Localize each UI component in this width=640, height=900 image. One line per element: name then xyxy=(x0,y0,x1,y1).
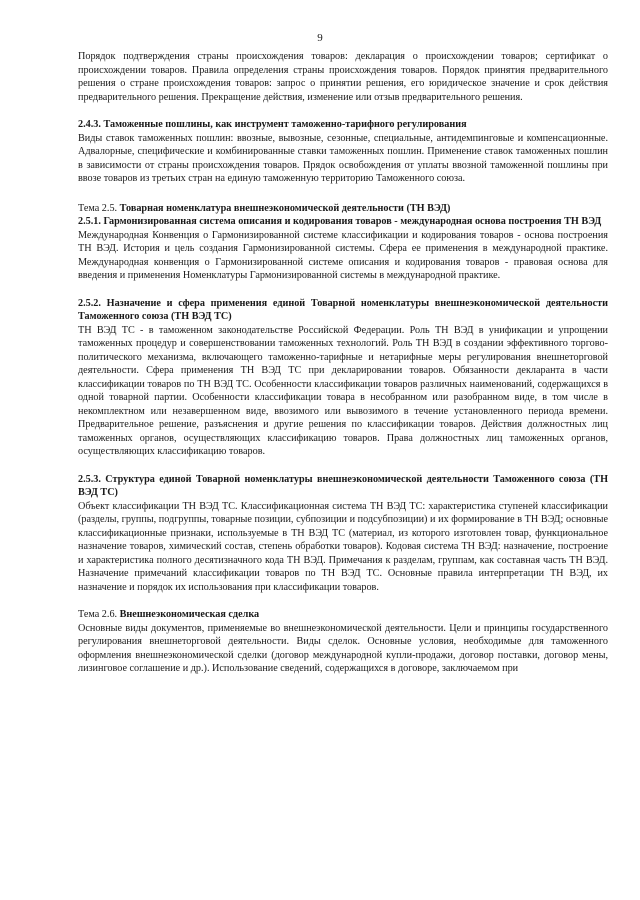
tema-heading xyxy=(78,608,608,622)
section-2-5-2 xyxy=(78,297,608,459)
section-2-4-3 xyxy=(78,118,608,186)
section-heading: 2.5.2. Назначение и сфера применения единой Товарной номенклатуры внешнеэкономической деятельности Таможенного союза (ТН ВЭД ТС) xyxy=(78,297,608,322)
section-heading: 2.5.3. Структура единой Товарной номенклатуры внешнеэкономической деятельности Таможенного союза (ТН ВЭД ТС) xyxy=(78,473,608,498)
tema-label: Тема 2.6. xyxy=(78,609,118,620)
section-heading: 2.5.1. Гармонизированная система описания и кодирования товаров - международная основа построения ТН ВЭД xyxy=(78,216,602,227)
page-number: 9 xyxy=(317,32,323,44)
section-heading: 2.4.3. Таможенные пошлины, как инструмент таможенно-тарифного регулирования xyxy=(78,119,467,130)
section-body: ТН ВЭД ТС - в таможенном законодательстве Российской Федерации. Роль ТН ВЭД в унификации и упрощении таможенных процедур и совершенствовании таможенных технологий. Роль ТН ВЭД в создании эффективного торгово-политического механизма, включающего таможенно-тарифные и нетарифные меры регулирования внешнеторговой деятельности. Сфера применения ТН ВЭД ТС при декларировании товаров. Обязанности декларанта в части классификации товаров по ТН ВЭД ТС. Особенности классификации товаров различных наименований, содержащихся в одной товарной партии. Особенности классификации товара в несобранном или разобранном виде, в том числе в некомплектном или незавершенном виде, ввозимого или вывозимого в течение установленного периода времени. Предварительное решение, разъяснения и другие решения по классификации товаров. Действия должностных лиц таможенных органов, осуществляющих классификацию товаров. Права должностных лиц таможенных органов, осуществляющих классификацию товаров. xyxy=(78,324,608,457)
section-body: Объект классификации ТН ВЭД ТС. Классификационная система ТН ВЭД ТС: характеристика ступеней классификации (разделы, группы, подгруппы, товарные позиции, субпозиции и подсубпозиции) и их формирование в ТН ВЭД; основные классификационные признаки, используемые в ТН ВЭД ТС (материал, из которого изготовлен товар, функциональное назначение товаров, химический состав, степень обработки товаров). Кодовая система ТН ВЭД: назначение, построение и характеристика полного десятизначного кода ТН ВЭД. Примечания к разделам, группам, как составная часть ТН ВЭД. Назначение примечаний классификации товаров по ТН ВЭД ТС. Основные правила интерпретации ТН ВЭД, их назначение и порядок их использования при классификации товаров. xyxy=(78,500,608,593)
tema-2-5 xyxy=(78,202,608,283)
section-body: Основные виды документов, применяемые во внешнеэкономической деятельности. Цели и принципы государственного регулирования внешнеторговой деятельности. Виды сделок. Основные условия, необходимые для таможенного оформления внешнеэкономической сделки (договор международной купли-продажи, договор поставки, договор мены, лизинговое соглашение и др.). Использование сведений, содержащихся в договоре, заключаемом при xyxy=(78,622,608,674)
tema-heading xyxy=(78,202,608,216)
section-body: Виды ставок таможенных пошлин: ввозные, вывозные, сезонные, специальные, антидемпинговые и компенсационные. Адвалорные, специфические и комбинированные ставки таможенных пошлин. Применение ставок таможенных пошлин в зависимости от страны происхождения товаров. Прядок освобождения от уплаты ввозной таможенной пошлины при ввозе товаров из третьих стран на единую таможенную территорию Таможенного союза. xyxy=(78,132,608,184)
tema-title: Внешнеэкономическая сделка xyxy=(119,609,260,620)
intro-paragraph: Порядок подтверждения страны происхождения товаров: декларация о происхождении товаров; сертификат о происхождении товаров. Правила определения страны происхождения товаров. Порядок принятия предварительного решения о стране происхождения товаров: запрос о принятии решения, его юридическое значение и срок действия предварительного решения. Прекращение действия, изменение или отзыв предварительного решения. xyxy=(78,51,608,103)
section-2-5-3 xyxy=(78,473,608,595)
tema-title: Товарная номенклатура внешнеэкономической деятельности (ТН ВЭД) xyxy=(119,202,451,214)
tema-label: Тема 2.5. xyxy=(78,202,118,214)
page-content xyxy=(78,50,608,676)
tema-2-6 xyxy=(78,608,608,676)
section-body: Международная Конвенция о Гармонизированной системе классификации и кодирования товаров - основа построения ТН ВЭД. История и цель создания Гармонизированной системы. Сфера ее применения в международной практике. Международная конвенция о Гармонизированной системе описания и кодирования товаров - правовая основа для введения и применения Номенклатуры Гармонизированной системы в международной практике. xyxy=(78,229,608,281)
